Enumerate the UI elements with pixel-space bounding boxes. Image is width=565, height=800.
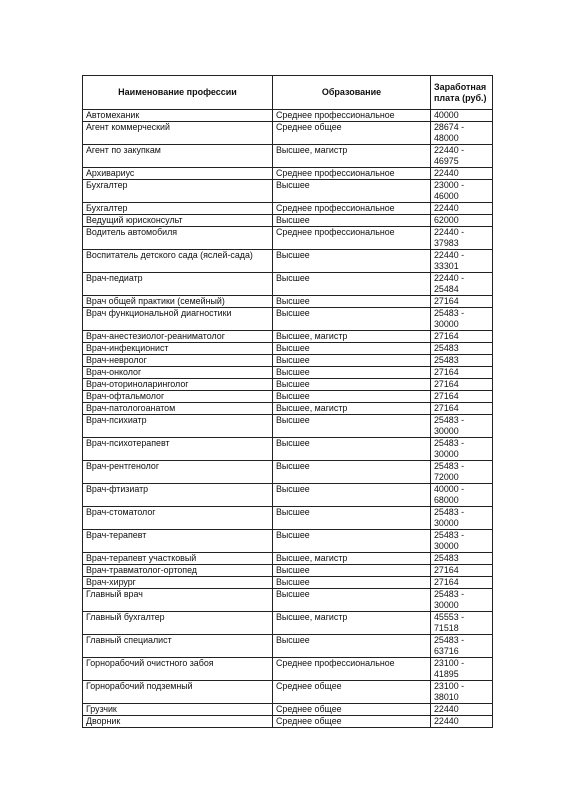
salary-cell: 45553 - 71518 <box>431 612 493 635</box>
salary-cell: 25483 - 63716 <box>431 635 493 658</box>
education-cell: Среднее общее <box>273 122 431 145</box>
salary-cell: 27164 <box>431 403 493 415</box>
profession-cell: Врач-терапевт участковый <box>83 553 273 565</box>
profession-cell: Ведущий юрисконсульт <box>83 215 273 227</box>
education-cell: Высшее <box>273 355 431 367</box>
salary-cell: 22440 - 37983 <box>431 227 493 250</box>
header-profession: Наименование профессии <box>83 76 273 110</box>
salary-cell: 27164 <box>431 379 493 391</box>
education-cell: Высшее <box>273 577 431 589</box>
table-row <box>83 438 493 461</box>
profession-cell: Врач-стоматолог <box>83 507 273 530</box>
profession-cell: Врач-терапевт <box>83 530 273 553</box>
table-row <box>83 168 493 180</box>
profession-cell: Архивариус <box>83 168 273 180</box>
education-cell: Высшее <box>273 273 431 296</box>
table-row <box>83 331 493 343</box>
profession-cell: Врач-невролог <box>83 355 273 367</box>
profession-cell: Горнорабочий подземный <box>83 681 273 704</box>
profession-cell: Бухгалтер <box>83 180 273 203</box>
profession-cell: Врач-фтизиатр <box>83 484 273 507</box>
salary-cell: 22440 <box>431 704 493 716</box>
profession-cell: Дворник <box>83 716 273 728</box>
education-cell: Высшее <box>273 296 431 308</box>
profession-cell: Врач-патологоанатом <box>83 403 273 415</box>
header-row <box>83 76 493 110</box>
table-row <box>83 484 493 507</box>
table-row <box>83 110 493 122</box>
salary-cell: 27164 <box>431 577 493 589</box>
education-cell: Высшее <box>273 507 431 530</box>
salary-cell: 27164 <box>431 367 493 379</box>
profession-cell: Врач общей практики (семейный) <box>83 296 273 308</box>
profession-cell: Агент коммерческий <box>83 122 273 145</box>
salary-cell: 25483 - 30000 <box>431 438 493 461</box>
profession-cell: Врач-оториноларинголог <box>83 379 273 391</box>
education-cell: Высшее, магистр <box>273 403 431 415</box>
table-row <box>83 553 493 565</box>
salary-cell: 25483 - 72000 <box>431 461 493 484</box>
salary-cell: 22440 <box>431 168 493 180</box>
table-row <box>83 612 493 635</box>
education-cell: Высшее <box>273 391 431 403</box>
table-row <box>83 227 493 250</box>
table-row <box>83 203 493 215</box>
salary-cell: 25483 - 30000 <box>431 507 493 530</box>
education-cell: Высшее <box>273 415 431 438</box>
header-salary: Заработная плата (руб.) <box>431 76 493 110</box>
table-row <box>83 403 493 415</box>
profession-cell: Врач-педиатр <box>83 273 273 296</box>
education-cell: Среднее профессиональное <box>273 110 431 122</box>
profession-cell: Врач-онколог <box>83 367 273 379</box>
salary-cell: 40000 <box>431 110 493 122</box>
education-cell: Высшее <box>273 250 431 273</box>
profession-cell: Врач-офтальмолог <box>83 391 273 403</box>
education-cell: Высшее <box>273 438 431 461</box>
table-row <box>83 530 493 553</box>
salary-cell: 25483 - 30000 <box>431 530 493 553</box>
education-cell: Высшее <box>273 215 431 227</box>
education-cell: Высшее, магистр <box>273 331 431 343</box>
table-row <box>83 704 493 716</box>
profession-cell: Врач-психотерапевт <box>83 438 273 461</box>
table-row <box>83 215 493 227</box>
education-cell: Высшее, магистр <box>273 145 431 168</box>
salary-cell: 27164 <box>431 391 493 403</box>
education-cell: Среднее профессиональное <box>273 227 431 250</box>
table-row <box>83 308 493 331</box>
table-row <box>83 565 493 577</box>
table-row <box>83 635 493 658</box>
table-body <box>83 110 493 728</box>
table-row <box>83 273 493 296</box>
table-row <box>83 250 493 273</box>
salary-cell: 27164 <box>431 296 493 308</box>
table-row <box>83 716 493 728</box>
salary-cell: 23100 - 41895 <box>431 658 493 681</box>
salary-cell: 27164 <box>431 331 493 343</box>
profession-cell: Врач-рентгенолог <box>83 461 273 484</box>
education-cell: Высшее, магистр <box>273 553 431 565</box>
education-cell: Высшее <box>273 343 431 355</box>
education-cell: Высшее <box>273 635 431 658</box>
table-header <box>83 76 493 110</box>
salary-cell: 28674 - 48000 <box>431 122 493 145</box>
education-cell: Среднее общее <box>273 681 431 704</box>
table-row <box>83 461 493 484</box>
salary-cell: 22440 <box>431 716 493 728</box>
table-row <box>83 180 493 203</box>
profession-cell: Главный специалист <box>83 635 273 658</box>
education-cell: Среднее профессиональное <box>273 658 431 681</box>
profession-cell: Главный бухгалтер <box>83 612 273 635</box>
salary-cell: 23100 - 38010 <box>431 681 493 704</box>
salary-cell: 22440 - 46975 <box>431 145 493 168</box>
salary-cell: 22440 - 25484 <box>431 273 493 296</box>
education-cell: Высшее <box>273 308 431 331</box>
salary-cell: 62000 <box>431 215 493 227</box>
table-row <box>83 145 493 168</box>
education-cell: Высшее <box>273 484 431 507</box>
table-row <box>83 122 493 145</box>
profession-cell: Врач функциональной диагностики <box>83 308 273 331</box>
education-cell: Высшее <box>273 565 431 577</box>
table-row <box>83 658 493 681</box>
salary-cell: 27164 <box>431 565 493 577</box>
profession-cell: Врач-инфекционист <box>83 343 273 355</box>
table-row <box>83 589 493 612</box>
profession-cell: Врач-анестезиолог-реаниматолог <box>83 331 273 343</box>
salary-cell: 22440 - 33301 <box>431 250 493 273</box>
profession-cell: Горнорабочий очистного забоя <box>83 658 273 681</box>
profession-cell: Главный врач <box>83 589 273 612</box>
header-education: Образование <box>273 76 431 110</box>
profession-cell: Грузчик <box>83 704 273 716</box>
table-row <box>83 577 493 589</box>
table-row <box>83 379 493 391</box>
education-cell: Высшее, магистр <box>273 612 431 635</box>
education-cell: Среднее профессиональное <box>273 203 431 215</box>
profession-cell: Водитель автомобиля <box>83 227 273 250</box>
profession-cell: Агент по закупкам <box>83 145 273 168</box>
education-cell: Высшее <box>273 589 431 612</box>
table-row <box>83 343 493 355</box>
salary-cell: 25483 <box>431 355 493 367</box>
table-row <box>83 415 493 438</box>
table-row <box>83 296 493 308</box>
education-cell: Высшее <box>273 180 431 203</box>
education-cell: Высшее <box>273 367 431 379</box>
education-cell: Среднее общее <box>273 716 431 728</box>
profession-cell: Врач-травматолог-ортопед <box>83 565 273 577</box>
professions-table <box>82 75 493 728</box>
salary-cell: 22440 <box>431 203 493 215</box>
salary-cell: 25483 - 30000 <box>431 589 493 612</box>
education-cell: Высшее <box>273 379 431 391</box>
education-cell: Высшее <box>273 530 431 553</box>
profession-cell: Врач-психиатр <box>83 415 273 438</box>
profession-cell: Врач-хирург <box>83 577 273 589</box>
education-cell: Среднее профессиональное <box>273 168 431 180</box>
education-cell: Высшее <box>273 461 431 484</box>
profession-cell: Воспитатель детского сада (яслей-сада) <box>83 250 273 273</box>
salary-cell: 25483 - 30000 <box>431 308 493 331</box>
salary-cell: 23000 - 46000 <box>431 180 493 203</box>
salary-cell: 25483 <box>431 343 493 355</box>
table-row <box>83 681 493 704</box>
profession-cell: Бухгалтер <box>83 203 273 215</box>
table-row <box>83 367 493 379</box>
salary-cell: 25483 - 30000 <box>431 415 493 438</box>
table-row <box>83 507 493 530</box>
salary-cell: 40000 - 68000 <box>431 484 493 507</box>
profession-cell: Автомеханик <box>83 110 273 122</box>
table-row <box>83 355 493 367</box>
education-cell: Среднее общее <box>273 704 431 716</box>
table-row <box>83 391 493 403</box>
salary-cell: 25483 <box>431 553 493 565</box>
